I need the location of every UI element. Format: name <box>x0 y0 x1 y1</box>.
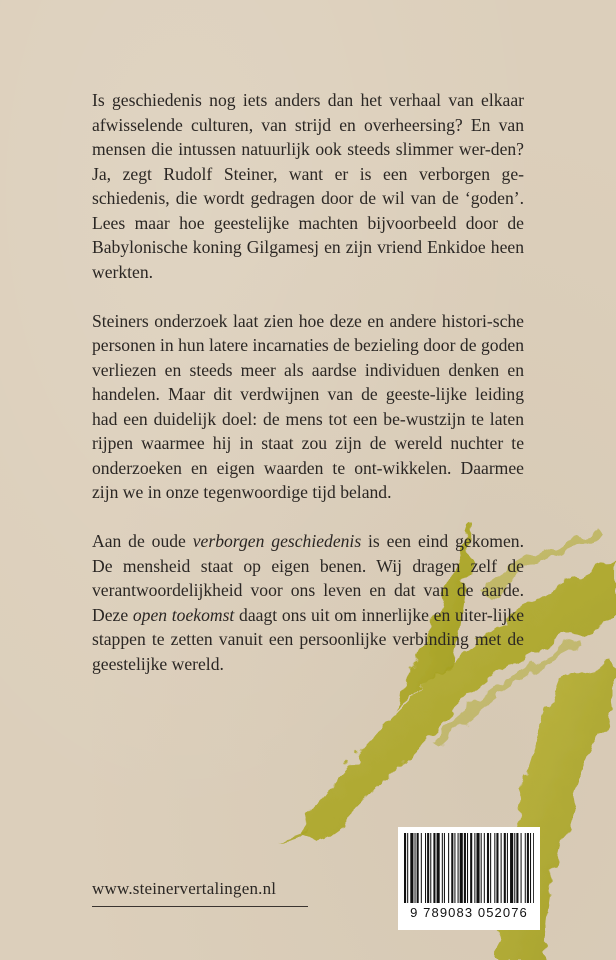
barcode-bar <box>460 833 463 903</box>
publisher-url: www.steinervertalingen.nl <box>92 879 277 898</box>
blurb-p3-text-c: daagt ons uit om innerlijke en uiter-lijke stappen te zetten vanuit een persoonlijke verbinding met de geestelijke wereld. <box>92 604 525 674</box>
barcode-bar <box>474 833 475 903</box>
blurb-text <box>92 88 524 701</box>
barcode-bar <box>442 833 443 903</box>
barcode-bar <box>525 833 526 903</box>
barcode-bar <box>425 833 426 903</box>
barcode-bar <box>421 833 422 903</box>
barcode-bar <box>407 833 408 903</box>
blurb-p3-text-a: Aan de oude <box>92 531 193 551</box>
barcode-bar <box>521 833 522 903</box>
barcode-bar <box>501 833 502 903</box>
barcode-bar <box>467 833 468 903</box>
barcode-bar <box>417 833 419 903</box>
barcode-bar <box>427 833 429 903</box>
barcode-bar <box>516 833 518 903</box>
barcode-bar <box>430 833 431 903</box>
barcode-bar <box>404 833 406 903</box>
barcode-bar <box>530 833 531 903</box>
barcode-bar <box>504 833 506 903</box>
barcode-bar <box>470 833 472 903</box>
barcode-bar <box>444 833 445 903</box>
barcode-bar <box>507 833 508 903</box>
barcode-bar <box>410 833 413 903</box>
barcode-bars <box>404 833 534 903</box>
barcode-bar <box>433 833 435 903</box>
barcode-bar <box>476 833 479 903</box>
barcode-bar <box>448 833 449 903</box>
blurb-paragraph-2: Steiners onderzoek laat zien hoe deze en andere histori-sche personen in hun latere incarnaties de bezieling door de goden verliezen en steeds meer als aardse individuen denken en handelen. Maar dit verdwijnen van de geeste-lijke leiding had een duidelijk doel: de mens tot een be-wustzijn te laten rijpen waarmee hij in staat zou zijn de wereld nuchter te onderzoeken en eigen waarden te ont-wikkelen. Daarmee zijn we in onze tegenwoordige tijd beland. <box>92 310 524 502</box>
isbn-barcode <box>398 827 540 930</box>
blurb-p3-emphasis-2: open toekomst <box>132 604 235 625</box>
barcode-bar <box>454 833 455 903</box>
isbn-number: 9 789083 052076 <box>410 905 528 920</box>
blurb-paragraph-3 <box>92 529 524 676</box>
barcode-bar <box>514 833 515 903</box>
barcode-bar <box>496 833 498 903</box>
barcode-bar <box>494 833 495 903</box>
barcode-bar <box>527 833 529 903</box>
barcode-bar <box>484 833 485 903</box>
blurb-paragraph-1: Is geschiedenis nog iets anders dan het verhaal van elkaar afwisselende culturen, van strijd en overheersing? En van mensen die intussen natuurlijk ook steeds slimmer wer-den? Ja, zegt Rudolf Steiner, want er is een verborgen ge-schiedenis, die wordt gedragen door de wil van de ‘goden’. Lees maar hoe geestelijke machten bijvoorbeeld door de Babylonische koning Gilgamesj en zijn vriend Enkidoe heen werkten. <box>92 90 524 282</box>
barcode-bar <box>437 833 440 903</box>
barcode-bar <box>464 833 466 903</box>
barcode-bar <box>415 833 416 903</box>
barcode-bar <box>490 833 491 903</box>
barcode-bar <box>533 833 534 903</box>
blurb-p3-text-b: is een eind gekomen. De mensheid staat op eigen benen. Wij dragen zelf de verantwoordelijkheid voor ons leven en dat van de aarde. Deze <box>92 531 524 625</box>
barcode-bar <box>481 833 482 903</box>
barcode-bar <box>458 833 459 903</box>
barcode-bar <box>510 833 513 903</box>
barcode-bar <box>487 833 489 903</box>
url-underline-rule <box>92 906 308 907</box>
blurb-p3-emphasis-1: verborgen geschiedenis <box>192 531 362 551</box>
barcode-bar <box>451 833 453 903</box>
